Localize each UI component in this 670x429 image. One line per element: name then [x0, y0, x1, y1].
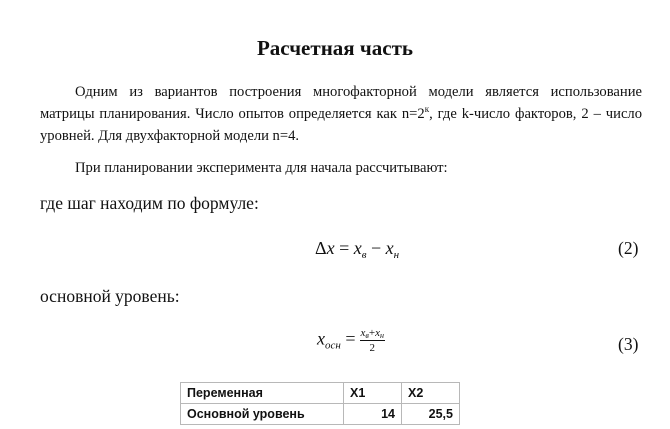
- numerator-term-a-sub: в: [365, 331, 369, 340]
- paragraph-planning-matrix: [40, 81, 642, 147]
- formula-3-lhs-sub: осн: [325, 339, 341, 352]
- paragraph-1-text-end: , где k-число факторов, 2 – число уровней. Для двухфакторной модели n=4.: [40, 106, 642, 144]
- numerator-term-b-sub: н: [379, 331, 384, 340]
- numerator-plus: +: [368, 327, 376, 339]
- formula-3-lhs: x: [317, 328, 325, 349]
- formula-2-term2-sub: н: [393, 249, 400, 261]
- section-heading: Расчетная часть: [256, 36, 413, 60]
- formula-3-equals: =: [340, 328, 356, 349]
- variables-table: [180, 382, 460, 425]
- formula-2-term2: x: [385, 238, 394, 258]
- formula-3-fraction: [360, 327, 385, 354]
- fraction-denominator: 2: [369, 342, 375, 354]
- fraction-numerator: [360, 327, 385, 341]
- table-header-row: [181, 383, 460, 404]
- superscript-k: к: [424, 104, 430, 114]
- base-level-intro: основной уровень:: [40, 286, 180, 306]
- formula-base-level: [317, 327, 385, 354]
- paragraph-experiment-planning: При планировании эксперимента для начала рассчитывают:: [75, 160, 448, 176]
- table-header-cell: Переменная: [181, 383, 344, 404]
- paragraph-1-text-start: Одним из вариантов построения многофакторной модели является использование матрицы планирования. Число опытов определяется как n=2: [40, 84, 642, 122]
- step-formula-intro: где шаг находим по формуле:: [40, 193, 259, 213]
- formula-step: [315, 238, 399, 259]
- table-header-cell: X2: [402, 383, 460, 404]
- table-cell: 25,5: [402, 404, 460, 425]
- equation-number-3: (3): [618, 334, 639, 354]
- table-row: [181, 404, 460, 425]
- formula-2-term1: x: [353, 238, 362, 258]
- table-cell: 14: [344, 404, 402, 425]
- formula-2-term1-sub: в: [361, 249, 367, 261]
- delta-symbol: Δ: [315, 238, 327, 258]
- table-header-cell: X1: [344, 383, 402, 404]
- table-cell: Основной уровень: [181, 404, 344, 425]
- equation-number-2: (2): [618, 238, 639, 258]
- numerator-term-a: x: [360, 327, 366, 339]
- formula-2-equals: =: [334, 238, 354, 258]
- formula-2-lhs: x: [326, 238, 335, 258]
- numerator-term-b: x: [375, 327, 380, 339]
- formula-2-minus: −: [366, 238, 386, 258]
